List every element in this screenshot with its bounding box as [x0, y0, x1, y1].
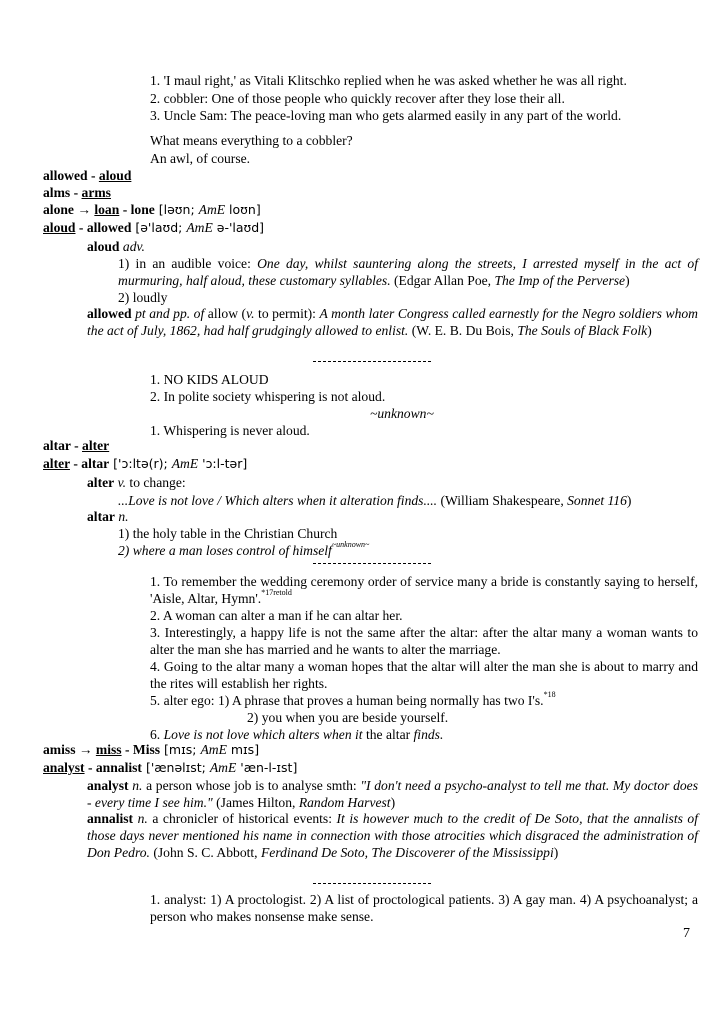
citation: )	[625, 273, 630, 288]
quotation: Love is not love which alters when it	[163, 727, 363, 742]
work-title: Sonnet 116	[567, 493, 627, 508]
headword-pair	[43, 741, 259, 758]
part-of-speech: v.	[246, 306, 255, 321]
definition	[118, 255, 698, 289]
citation: )	[647, 323, 652, 338]
dialect-label: AmE	[186, 220, 213, 235]
headword: lone	[130, 202, 155, 217]
arrow-icon: →	[75, 742, 96, 757]
joke-text: 5. alter ego: 1) A phrase that proves a human being normally has two I's.	[150, 693, 544, 708]
work-title: Ferdinand De Soto, The Discoverer of the Mississippi	[260, 845, 554, 860]
pronunciation: ['ænəlɪst;	[141, 760, 210, 775]
definition-text: allow (	[204, 306, 247, 321]
divider	[313, 361, 431, 362]
headword: analyst	[43, 760, 85, 775]
quotation: ...Love is not love / Which alters when it alteration finds....	[118, 493, 438, 508]
joke-text: 6.	[150, 727, 164, 742]
dialect-label: AmE	[200, 742, 227, 757]
definition-text: to change:	[126, 475, 186, 490]
citation: (John S. C. Abbott,	[149, 845, 261, 860]
arrow-icon: →	[73, 202, 95, 217]
separator: -	[119, 202, 131, 217]
headword-pair	[43, 219, 264, 236]
pronunciation: 'æn-l-ɪst]	[236, 760, 298, 775]
pronunciation: mɪs]	[226, 742, 260, 757]
definition: 1) the holy table in the Christian Church	[118, 526, 338, 541]
pronunciation: [mɪs;	[160, 742, 201, 757]
definition-text: to permit):	[254, 306, 320, 321]
entry	[87, 810, 698, 861]
joke-line: 2. A woman can alter a man if he can altar her.	[150, 608, 403, 623]
citation: (William Shakespeare,	[437, 493, 568, 508]
headword: altar	[81, 456, 110, 471]
pronunciation: ə-'laʊd]	[212, 220, 265, 235]
separator: -	[69, 456, 82, 471]
joke-text: the altar	[362, 727, 414, 742]
attribution: ~unknown~	[370, 406, 434, 421]
headword: allowed	[86, 220, 132, 235]
pronunciation: [ə'laʊd;	[131, 220, 187, 235]
cross-ref-link: alter	[82, 438, 110, 453]
dialect-label: AmE	[171, 456, 199, 471]
page-number: 7	[683, 926, 690, 941]
pronunciation: [ləʊn;	[154, 202, 199, 217]
definition	[118, 492, 631, 509]
quotation: A month later Congress called earnestly for the Negro soldiers whom the act of July, 1862, had half grudgingly allowed to enlist.	[87, 306, 698, 338]
headword: altar	[43, 438, 71, 453]
separator: -	[84, 760, 96, 775]
footnote-marker: *17retold	[261, 588, 292, 598]
footnote-marker: *18	[543, 690, 556, 700]
joke-line	[150, 573, 698, 607]
citation: (James Hilton,	[212, 795, 299, 810]
part-of-speech: n.	[132, 778, 143, 793]
cross-ref-link: miss	[95, 742, 122, 757]
headword: amiss	[43, 742, 76, 757]
definition-text: 1) in an audible voice:	[118, 256, 258, 271]
separator: -	[70, 185, 82, 200]
headword: allowed	[43, 168, 88, 183]
citation: (Edgar Allan Poe,	[390, 273, 495, 288]
entry-word: allowed	[87, 306, 132, 321]
joke-line: 1. analyst: 1) A proctologist. 2) A list of proctological patients. 3) A gay man. 4) A psychoanalyst; a person who makes nonsense make sense.	[150, 892, 698, 924]
headword-pair	[43, 167, 131, 184]
work-title: The Imp of the Perverse	[494, 273, 626, 288]
headword-pair	[43, 201, 261, 218]
dialect-label: AmE	[209, 760, 237, 775]
cross-ref-link: aloud	[98, 168, 132, 183]
joke-text: 1. To remember the wedding ceremony order of service many a bride is constantly saying to herself, 'Aisle, Altar, Hymn'.	[150, 574, 698, 606]
entry	[87, 777, 698, 811]
headword-pair	[43, 437, 109, 454]
entry-head	[87, 508, 129, 525]
work-title: The Souls of Black Folk	[517, 323, 648, 338]
entry-word: altar	[87, 509, 115, 524]
pronunciation: 'ɔ:l-tər]	[198, 456, 248, 471]
joke-line: 1. Whispering is never aloud.	[150, 423, 310, 438]
joke-line	[150, 692, 556, 709]
separator: -	[75, 220, 87, 235]
divider	[313, 563, 431, 564]
joke-line: 2) you when you are beside yourself.	[247, 710, 449, 725]
headword: Miss	[132, 742, 161, 757]
part-of-speech: pt and pp. of	[135, 306, 205, 321]
joke-line: 2. cobbler: One of those people who quickly recover after they lose their all.	[150, 91, 565, 106]
definition-text: a chronicler of historical events:	[147, 811, 337, 826]
definition-text: 2) where a man loses control of himself	[118, 543, 332, 558]
headword: aloud	[43, 220, 76, 235]
part-of-speech: v.	[117, 475, 127, 490]
joke-line: 1. NO KIDS ALOUD	[150, 372, 269, 387]
joke-line: 3. Uncle Sam: The peace-loving man who gets alarmed easily in any part of the world.	[150, 108, 622, 123]
entry-word: aloud	[87, 239, 120, 254]
citation: )	[626, 493, 632, 508]
divider	[313, 883, 431, 884]
cross-ref-link: loan	[94, 202, 120, 217]
dialect-label: AmE	[198, 202, 226, 217]
entry-word: alter	[87, 475, 115, 490]
headword: alone	[43, 202, 74, 217]
separator: -	[121, 742, 133, 757]
separator: -	[70, 438, 83, 453]
headword-pair	[43, 184, 111, 201]
part-of-speech: adv.	[122, 239, 145, 254]
quotation: finds.	[413, 727, 444, 742]
part-of-speech: n.	[118, 509, 129, 524]
definition	[118, 542, 369, 559]
quotation: "I don't need a psycho-analyst to tell me that. My doctor does - every time I see him."	[87, 778, 698, 810]
footnote-marker: ~unknown~	[331, 540, 370, 550]
cross-ref-link: arms	[81, 185, 111, 200]
definition-text: a person whose job is to analyse smth:	[142, 778, 361, 793]
separator: -	[87, 168, 99, 183]
joke-line: 1. 'I maul right,' as Vitali Klitschko replied when he was asked whether he was all right.	[150, 73, 627, 88]
entry	[87, 305, 698, 339]
citation: )	[553, 845, 559, 860]
entry-word: annalist	[87, 811, 134, 826]
riddle-question: What means everything to a cobbler?	[150, 133, 353, 148]
joke-line: 3. Interestingly, a happy life is not the same after the altar: after the altar many a woman wants to alter the man she has married and he wants to alter the marriage.	[150, 625, 698, 657]
headword: annalist	[95, 760, 142, 775]
pronunciation: ['ɔ:ltə(r);	[109, 456, 172, 471]
work-title: Random Harvest	[298, 795, 391, 810]
joke-line: 2. In polite society whispering is not aloud.	[150, 389, 386, 404]
quotation: It is however much to the credit of De Soto, that the annalists of those days never mentioned his name in connection with those atrocities which disgraced the administration of Don Pedro.	[87, 811, 698, 860]
citation: )	[390, 795, 396, 810]
headword: alms	[43, 185, 71, 200]
riddle-answer: An awl, of course.	[150, 151, 251, 166]
joke-line: 4. Going to the altar many a woman hopes that the altar will alter the man she is about to marry and the rites will establish her rights.	[150, 659, 698, 691]
quotation: One day, whilst sauntering along the streets, I arrested myself in the act of murmuring, half aloud, these customary syllables.	[118, 256, 698, 288]
definition: 2) loudly	[118, 290, 168, 305]
pronunciation: loʊn]	[225, 202, 261, 217]
headword-pair	[43, 455, 247, 472]
entry-word: analyst	[87, 778, 129, 793]
entry-head	[87, 474, 186, 491]
citation: (W. E. B. Du Bois,	[408, 323, 518, 338]
part-of-speech: n.	[137, 811, 148, 826]
headword-pair	[43, 759, 297, 776]
headword: alter	[43, 456, 70, 471]
entry-head	[87, 238, 145, 255]
